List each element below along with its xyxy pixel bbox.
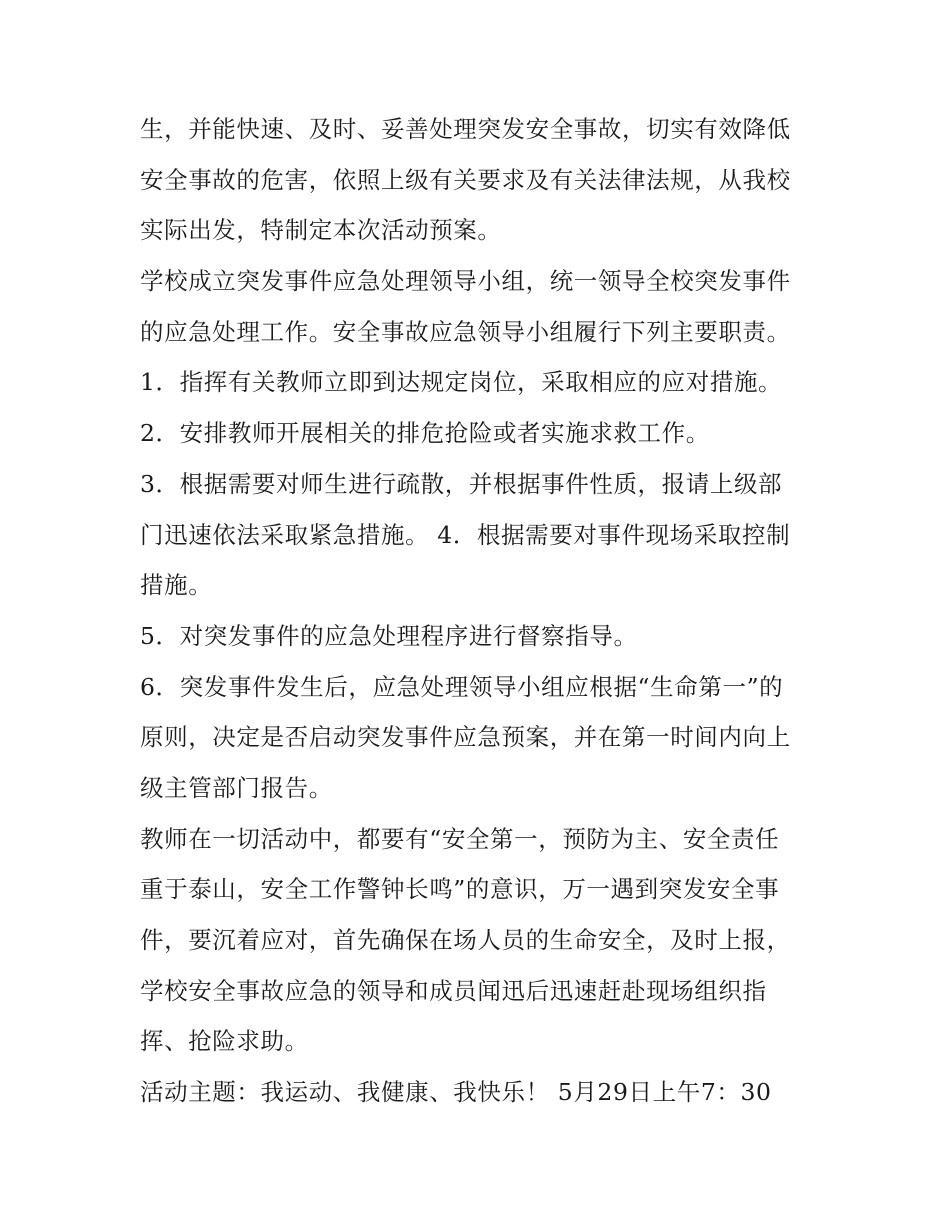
list-item-5: 5．对突发事件的应急处理程序进行督察指导。 — [140, 621, 638, 650]
text-line: 学校安全事故应急的领导和成员闻迅后迅速赶赴现场组织指 — [140, 976, 767, 1005]
list-item-6-continued: 级主管部门报告。 — [140, 773, 333, 802]
text-line: 安全事故的危害，依照上级有关要求及有关法律法规，从我校 — [140, 165, 791, 194]
list-item-6-continued: 原则，决定是否启动突发事件应急预案，并在第一时间内向上 — [140, 723, 791, 752]
list-item-3: 3．根据需要对师生进行疏散，并根据事件性质，报请上级部 — [140, 469, 783, 498]
text-line: 实际出发，特制定本次活动预案。 — [140, 216, 502, 245]
text-line: 学校成立突发事件应急处理领导小组，统一领导全校突发事件 — [140, 267, 791, 296]
text-line: 的应急处理工作。安全事故应急领导小组履行下列主要职责。 — [140, 317, 791, 346]
list-item-1: 1．指挥有关教师立即到达规定岗位，采取相应的应对措施。 — [140, 368, 783, 397]
list-item-3-continued: 门迅速依法采取紧急措施。 4．根据需要对事件现场采取控制 — [140, 520, 791, 549]
activity-theme-line: 活动主题：我运动、我健康、我快乐！ 5月29日上午7：30 — [140, 1078, 772, 1107]
list-item-4-continued: 措施。 — [140, 571, 213, 600]
document-body — [140, 104, 820, 1118]
text-line: 教师在一切活动中，都要有“安全第一，预防为主、安全责任 — [140, 824, 780, 853]
text-line: 件，要沉着应对，首先确保在场人员的生命安全，及时上报， — [140, 926, 791, 954]
list-item-6: 6．突发事件发生后，应急处理领导小组应根据“生命第一”的 — [140, 672, 784, 701]
text-line: 挥、抢险求助。 — [140, 1027, 309, 1056]
list-item-2: 2．安排教师开展相关的排危抢险或者实施求救工作。 — [140, 419, 710, 448]
text-line: 生，并能快速、及时、妥善处理突发安全事故，切实有效降低 — [140, 115, 791, 143]
text-line: 重于泰山，安全工作警钟长鸣”的意识，万一遇到突发安全事 — [140, 875, 780, 904]
